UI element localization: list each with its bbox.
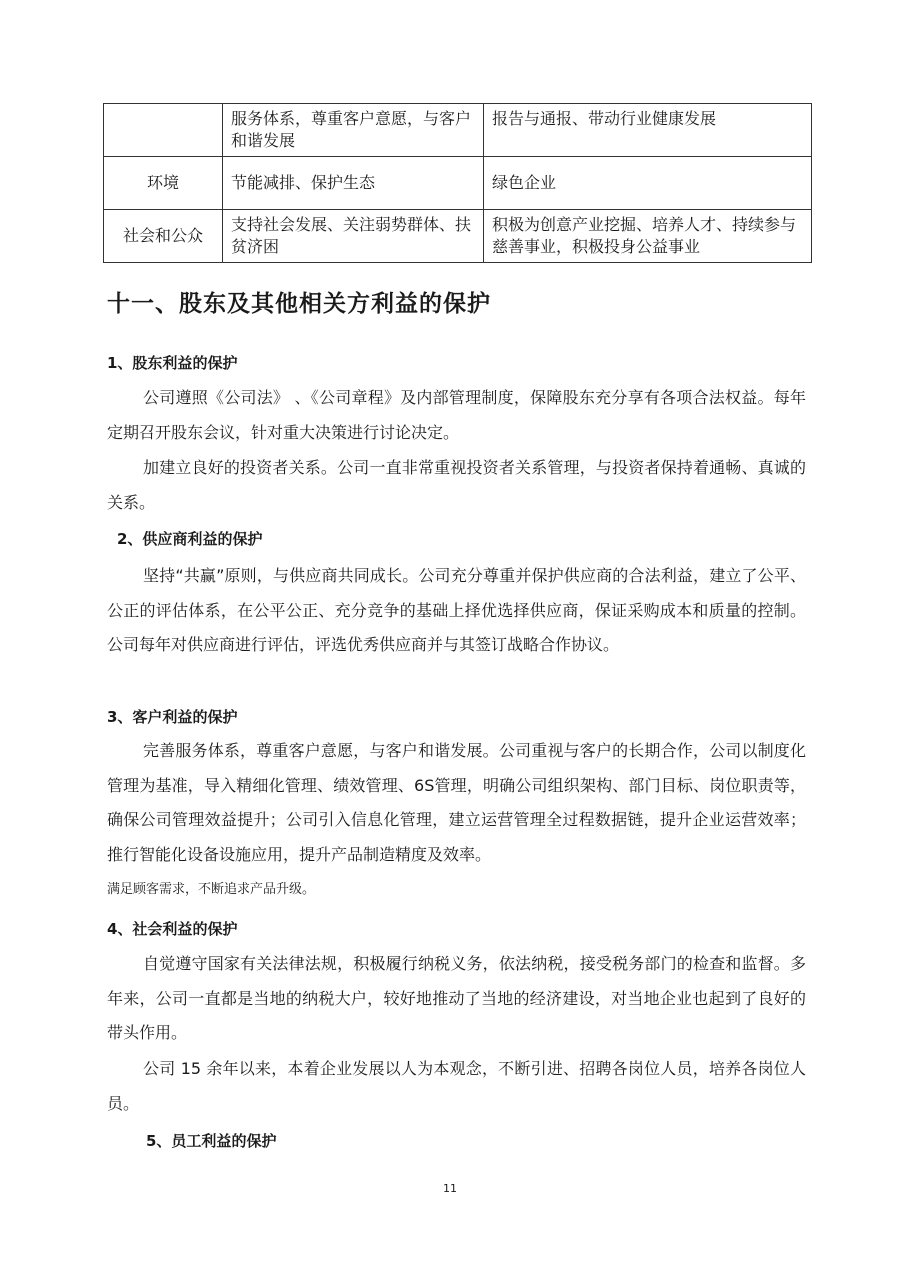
table-cell-stakeholder: 环境 (104, 157, 223, 210)
paragraph: 加建立良好的投资者关系。公司一直非常重视投资者关系管理，与投资者保持着通畅、真诚的关系。 (107, 458, 806, 512)
table-row (104, 104, 812, 157)
paragraph: 公司遵照《公司法》 、《公司章程》及内部管理制度，保障股东充分享有各项合法权益。每年定期召开股东会议，针对重大决策进行讨论决定。 (107, 388, 806, 442)
section-title: 十一、股东及其他相关方利益的保护 (107, 291, 491, 317)
subsection-heading-employees: 5、员工利益的保护 (146, 1132, 277, 1150)
paragraph: 完善服务体系，尊重客户意愿，与客户和谐发展。公司重视与客户的长期合作，公司以制度化管理为基准，导入精细化管理、绩效管理、6S管理，明确公司组织架构、部门目标、岗位职责等，确保公司管理效益提升；公司引入信息化管理，建立运营管理全过程数据链，提升企业运营效率；推行智能化设备设施应用，提升产品制造精度及效率。 (107, 741, 806, 864)
table-cell-measure: 绿色企业 (484, 157, 812, 210)
paragraph: 坚持“共赢”原则，与供应商共同成长。公司充分尊重并保护供应商的合法利益，建立了公平、公正的评估体系，在公平公正、充分竞争的基础上择优选择供应商，保证采购成本和质量的控制。公司每年对供应商进行评估，评选优秀供应商并与其签订战略合作协议。 (107, 566, 806, 654)
table-cell-expectation: 支持社会发展、关注弱势群体、扶贫济困 (223, 210, 484, 263)
table-cell-expectation: 节能减排、保护生态 (223, 157, 484, 210)
table-row (104, 157, 812, 210)
paragraph: 自觉遵守国家有关法律法规，积极履行纳税义务，依法纳税，接受税务部门的检查和监督。多年来，公司一直都是当地的纳税大户，较好地推动了当地的经济建设，对当地企业也起到了良好的带头作用。 (107, 954, 806, 1042)
table-cell-measure: 积极为创意产业挖掘、培养人才、持续参与慈善事业，积极投身公益事业 (484, 210, 812, 263)
page-number: 11 (443, 1182, 457, 1195)
table-cell-stakeholder: 社会和公众 (104, 210, 223, 263)
subsection-heading-suppliers: 2、供应商利益的保护 (117, 530, 263, 548)
table-row (104, 210, 812, 263)
paragraph: 满足顾客需求，不断追求产品升级。 (107, 882, 316, 897)
stakeholder-table (103, 103, 812, 263)
table-cell-expectation: 服务体系，尊重客户意愿，与客户和谐发展 (223, 104, 484, 157)
paragraph: 公司 15 余年以来，本着企业发展以人为本观念，不断引进、招聘各岗位人员，培养各岗位人员。 (107, 1059, 806, 1113)
subsection-heading-society: 4、社会利益的保护 (107, 920, 238, 938)
table-cell-stakeholder (104, 104, 223, 157)
subsection-heading-customers: 3、客户利益的保护 (107, 708, 238, 726)
table-cell-measure: 报告与通报、带动行业健康发展 (484, 104, 812, 157)
subsection-heading-shareholders: 1、股东利益的保护 (107, 354, 238, 372)
